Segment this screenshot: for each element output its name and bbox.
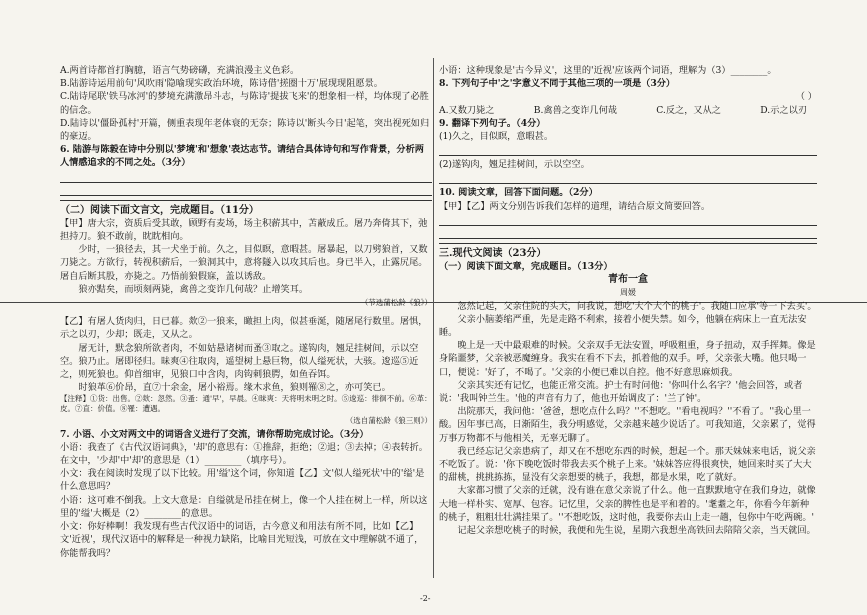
yi-notes: 【注释】①货：出售。②欻：忽然。③蚤：通'早'，早晨。④昧爽：天将明未明之时。⑤逡巡：徘徊不前。⑥革：皮。⑦直：价值。⑧罹：遭遇。	[60, 394, 432, 414]
q9-sentence-1: (1)久之，目似瞑，意暇甚。	[439, 131, 554, 143]
answer-line	[60, 185, 432, 196]
right-column	[439, 64, 817, 537]
jia-text-3: 狼亦黠矣，而顷刻两毙，禽兽之变诈几何哉？止增笑耳。	[78, 283, 309, 295]
yi-source: （选自蒲松龄《狼三则》）	[345, 416, 432, 426]
q8-option-d: D.示之以刃	[760, 104, 807, 116]
story-para-7: 大家都习惯了父亲的迁就，没有谁在意父亲说了什么。他一直默默地守在我们身边，就像大地一样朴实、宽厚、包容。记忆里，父亲的脾性也是平和着的。'耄耋之年，你看今年新种的桃子，粗粗壮壮满挂果了。''不想吃饭，这时他，我要你去山上走一趟，包你中午吃两碗。'	[439, 485, 816, 523]
jia-text-2: 少时，一狼径去，其一犬坐于前。久之，目似瞑，意暇甚。屠暴起，以刀劈狼首，又数刀毙之。方欲行，转视积薪后，一狼洞其中，意将隧入以攻其后也。身已半入，止露尻尾。屠自后断其股，亦毙之。乃悟前狼假寐，盖以诱敌。	[60, 244, 428, 282]
column-divider	[433, 58, 434, 578]
q7-dialogue-2: 小文：我在阅读时发现了以下比较。用'缢'这个词，你知道【乙】文'似人缢死状'中的'缢'是什么意思吗？	[60, 468, 425, 493]
story-para-8: 记起父亲想吃桃子的时候，我便和先生说，星期六我想坐高铁回去陪陪父亲，当天就回。	[457, 525, 816, 537]
yi-text-3: 时狼革⑥价昂，直⑦十余金，屠小裕焉。缘木求鱼，狼则罹⑧之，亦可笑已。	[78, 382, 391, 394]
q5-option-c: C.陆诗尾联'铁马冰河'的梦境充满激昂斗志，与陈诗'提拔飞来'的想象相一样，均体现了必胜的信念。	[60, 91, 429, 116]
page-number: -2-	[420, 594, 431, 603]
yi-text-2: 屠无计，默念狼所欲者肉，不如姑悬诸树而蚤③取之。遂钩肉，翘足挂树间，示以空空。狼乃止。屠即径归。昧爽④往取肉，遥望树上悬巨物，似人缢死状，大骇。逡巡⑤近之，则死狼也。仰首细审，见狼口中含肉，肉钩刺狼腭，如鱼吞饵。	[60, 342, 419, 381]
q10-text: 【甲】【乙】两文分别告诉我们怎样的道理，请结合原文简要回答。	[439, 200, 711, 212]
q7-dialogue-1: 小语：我查了《古代汉语词典》，'却'的意思有：①推辞，拒绝；②退；③去掉；④表转折。在文中，'少却'中'却'的意思是（1）________（填序号）。	[60, 441, 428, 467]
section-3-heading: 三.现代文阅读（23分）	[439, 243, 817, 260]
yi-text-1: 【乙】有屠人货肉归，日已暮。欻②一狼来，瞰担上肉，似甚垂涎，随屠尾行数里。屠惧，示之以刃，少却；既走，又从之。	[60, 316, 428, 341]
question-6: 6. 陆游与陈毅在诗中分别以'梦境'和'想象'表达志节。请结合具体诗句和写作背景，分析两人情感追求的不同之处。（3分）	[60, 144, 424, 169]
answer-line	[439, 228, 817, 239]
question-7: 7. 小语、小文对两文中的词语含义进行了交流，请你帮助完成讨论。（3分）	[60, 428, 369, 440]
section-heading-wenyan: （二）阅读下面文言文，完成题目。（11分）	[60, 200, 432, 217]
jia-text-1: 【甲】唐大宗，资质后受其敢，顾野有麦场，场主积薪其中，苫蔽成丘。屠乃奔倚其下，弛担持刀。狼不敢前，眈眈相向。	[60, 217, 428, 243]
q8-option-a: A.又数刀毙之	[439, 104, 495, 116]
q8-answer-paren: （ ）	[795, 91, 817, 103]
story-para-1: 忽然记起，父亲住院的头天，问我说，想吃'大个大个的桃子'。我随口应承'等一下去买'。	[457, 300, 817, 312]
answer-line	[439, 215, 817, 226]
q7-dialogue-4: 小文：你好棒啊！我发现有些古代汉语中的词语，古今意义和用法有所不同，比如【乙】文'近视'，现代汉语中的解释是一种视力缺陷，比喻目光短浅，可放在文中理解就不通了，你能帮我吗？	[60, 521, 424, 559]
story-title: 青布一盒	[608, 274, 648, 286]
q8-option-c: C.反之，又从之	[656, 104, 721, 116]
q5-option-a: A.两首诗都首打胸臆，语言气势磅礴，充满浪漫主义色彩。	[60, 65, 300, 76]
q8-option-b: B.禽兽之变诈几何哉	[533, 104, 617, 116]
question-9: 9. 翻译下列句子。（4分）	[439, 117, 546, 129]
story-para-6: 我已经忘记父亲患病了，却又在不想吃东西的时候，想起一个。那天妹妹来电话，说父亲不吃饭了。说：'你下晚吃饭时带我去买个桃子上来。'妹妹答应得很爽快，她回来时买了大大的甜桃，挑挑拣拣，显没有父亲想要的桃子，我想，都是水果，吃了就好。	[439, 445, 816, 484]
q8-options	[439, 104, 817, 117]
q9-sentence-2: (2)遂钩肉，翘足挂树间，示以空空。	[439, 159, 590, 171]
answer-line	[439, 173, 817, 184]
answer-line	[60, 172, 432, 183]
jia-source: （节选蒲松龄《狼》）	[360, 298, 432, 308]
q7-dialogue-3: 小语：这可难不倒我。上文大意是：自缢就是吊挂在树上，像一个人挂在树上一样，所以这里的'缢'大概是（2）________的意思。	[60, 494, 428, 519]
story-para-2: 父亲小脑萎缩严重，先是走路不利索，接着小便失禁。如今，他躺在病床上一直无法安睡。	[439, 313, 807, 339]
story-author: 周媛	[620, 288, 636, 298]
q7-dialogue-end: 小语：这种现象是'古今异义'，这里的'近视'应该两个词语，理解为（3）________。	[439, 65, 777, 76]
question-8: 8. 下列句子中'之'字意义不同于其他三项的一项是（3分）	[439, 78, 676, 90]
story-para-4: 父亲其实还有记忆，也能正常交流。护士有时问他：'你叫什么名字？'他会回答，或者说：'我叫钟兰生。'他的声音有力了，他也开始调皮了：'兰了钟'。	[439, 379, 803, 405]
answer-line	[439, 145, 817, 156]
question-10: 10. 阅读文章，回答下面问题。（2分）	[439, 187, 598, 199]
section-3-1-heading: （一）阅读下面文章，完成题目。（13分）	[439, 261, 613, 273]
q5-option-b: B.陆游诗运用前句'风吹雨'隐喻现实政治环境，陈诗借'搓圈十万'展现现阻愿景。	[60, 78, 383, 90]
story-para-3: 晚上是一天中最艰难的时候。父亲双手无法安置，呼吸粗重，身子扭动，双手挥舞。像是身陷噩梦，父亲被恶魔缠身。我实在看不下去，抓着他的双手。呼，父亲张大嘴。他只喝一口，便说：'好了，不喝了。'父亲的小便已难以自控。他不好意思麻烦我。	[439, 340, 816, 378]
left-column	[60, 64, 432, 560]
q5-option-d: D.陆诗以'僵卧孤村'开篇，侧重表现年老体衰的无奈；陈诗以'断头今日'起笔，突出视死如归的豪迈。	[60, 117, 430, 143]
story-para-5: 出院那天，我问他：'爸爸，想吃点什么吗？''不想吃。''看电视吗？''不看了。''我心里一酸。因年事已高，日渐陌生，我分明感觉，父亲越来越少说话了。可我知道，父亲累了，觉得万事万物都不与他相关，无辜无聊了。	[439, 406, 816, 444]
